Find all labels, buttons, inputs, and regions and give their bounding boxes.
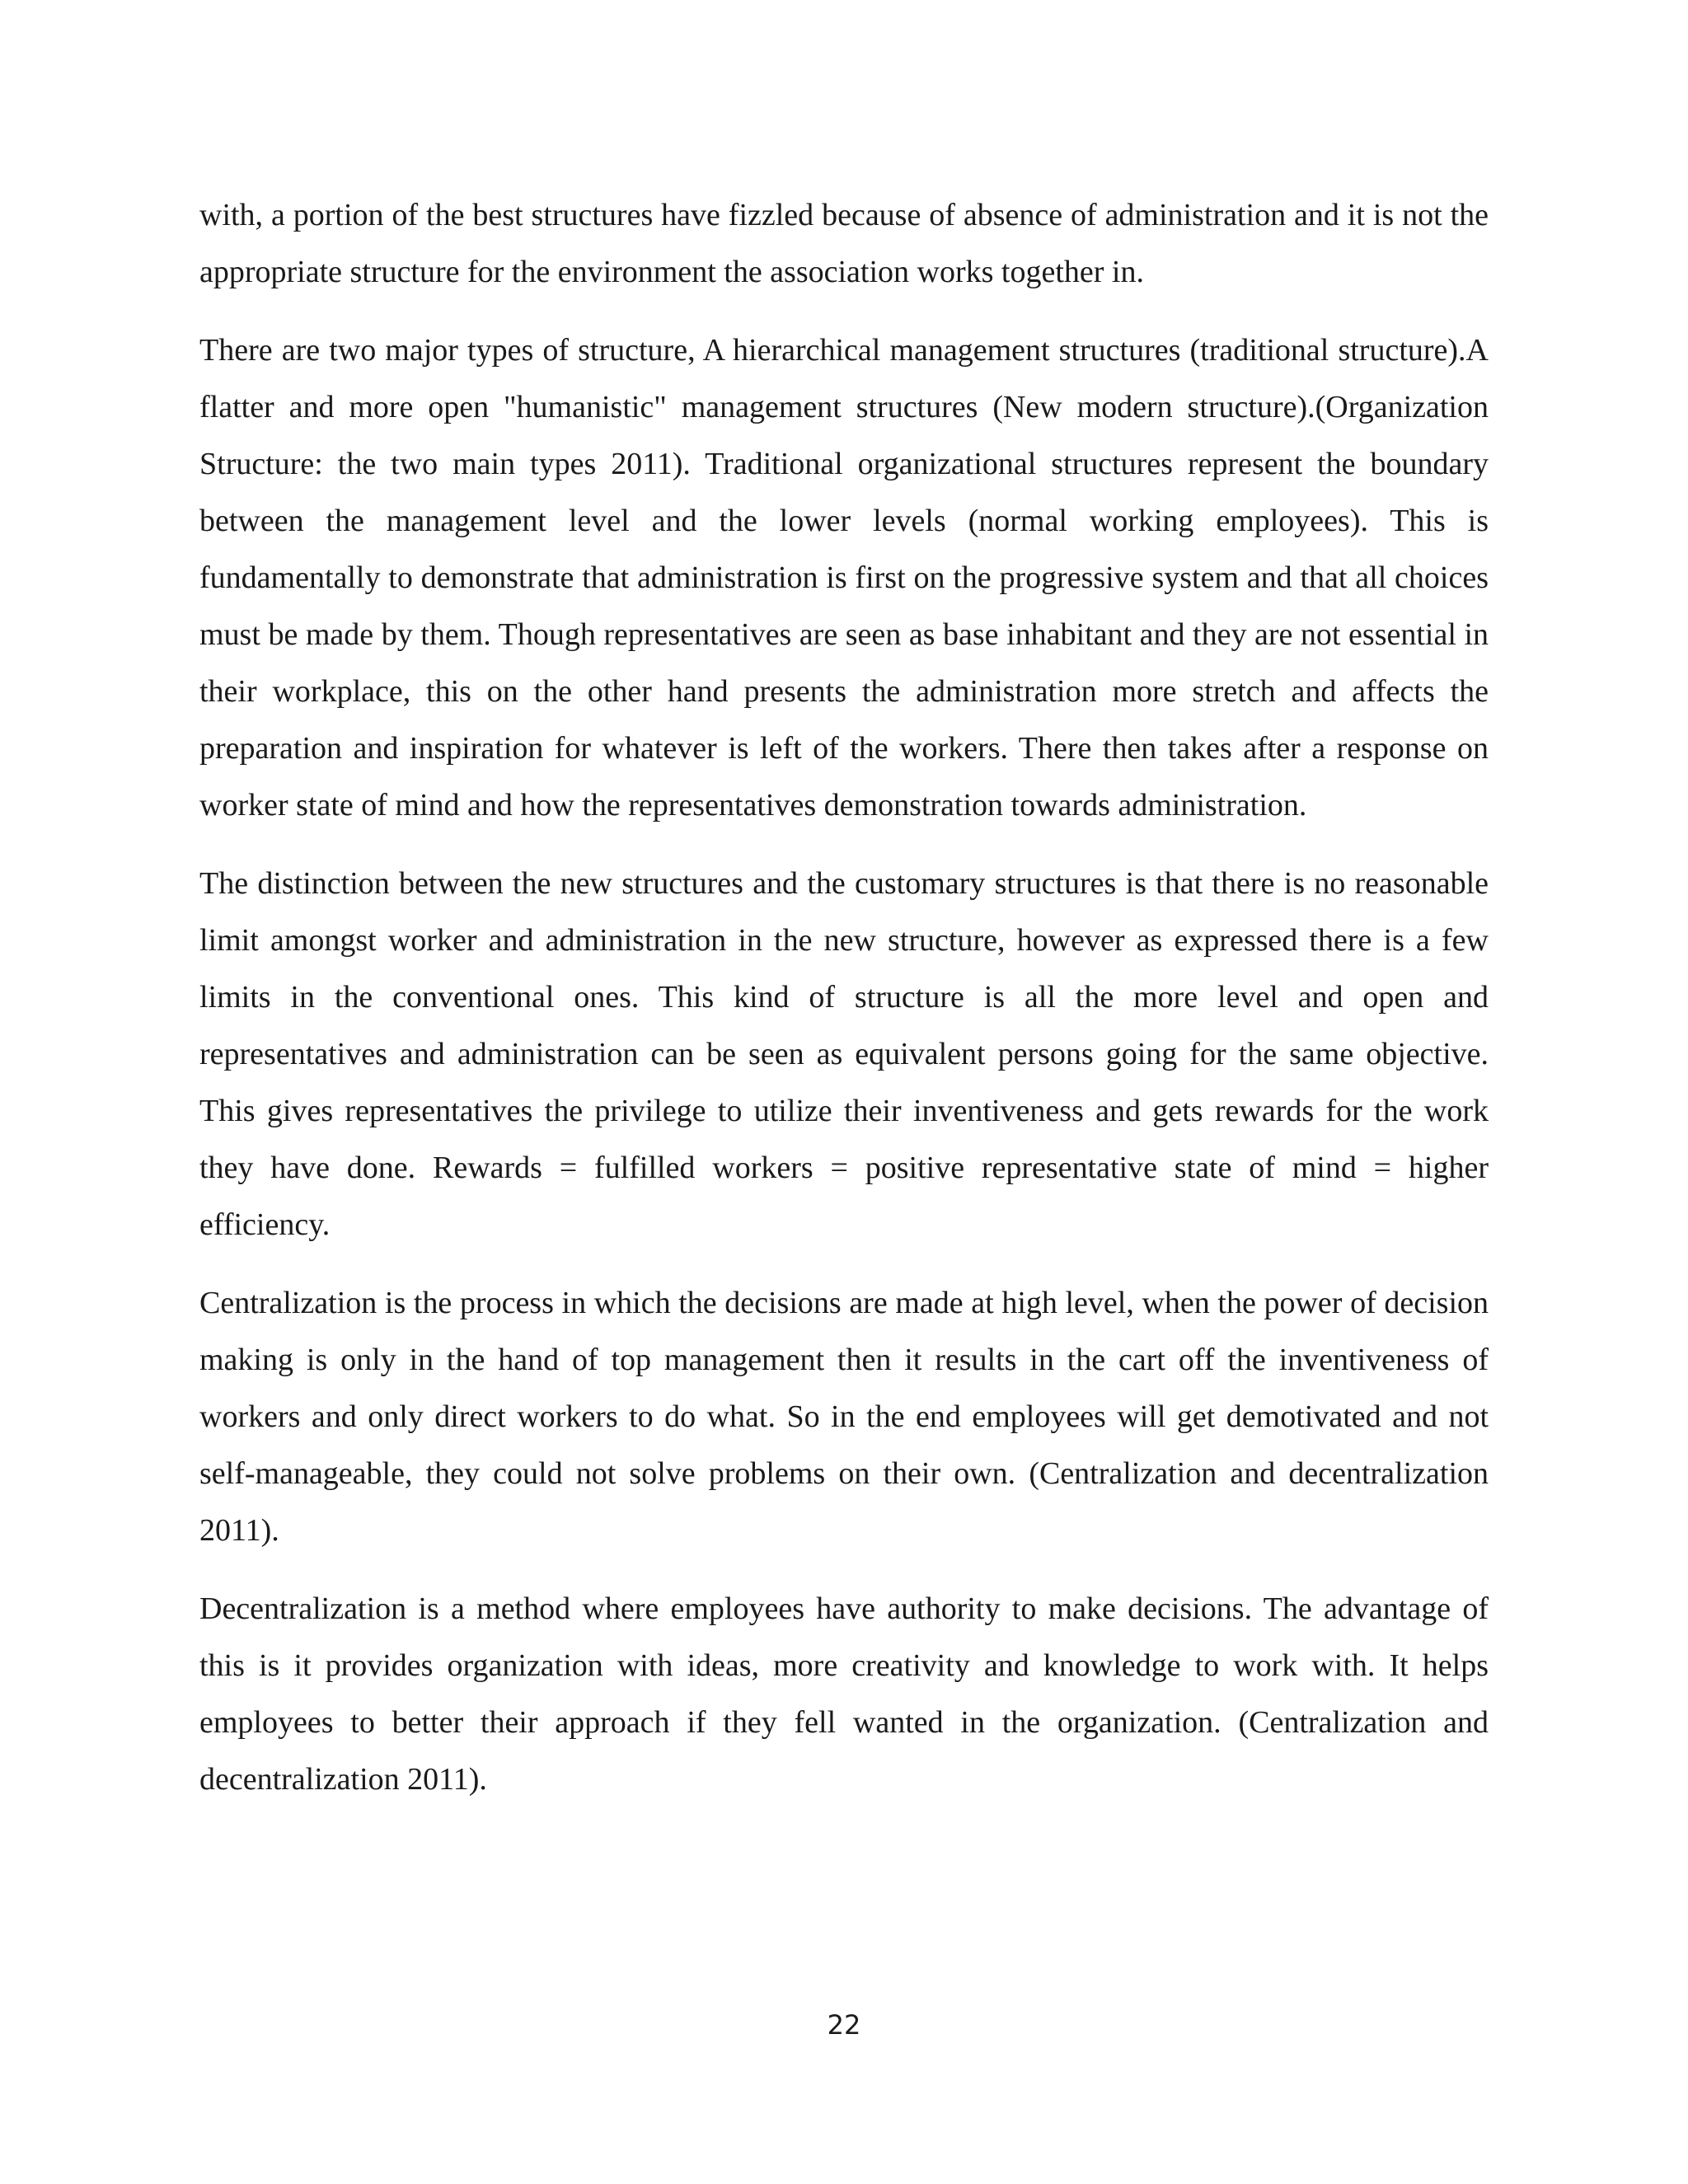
paragraph-5: Decentralization is a method where employees have authority to make decisions. The advantage of this is it provides organization with ideas, more creativity and knowledge to work with. It helps employees to better their approach if they fell wanted in the organization. (Centralization and decentralization 2011). [199, 1591, 1489, 1797]
paragraph-4: Centralization is the process in which the decisions are made at high level, when the power of decision making is only in the hand of top management then it results in the cart off the inventiveness of workers and only direct workers to do what. So in the end employees will get demotivated and not self-manageable, they could not solve problems on their own. (Centralization and decentralization 2011). [199, 1286, 1489, 1548]
paragraph-2: There are two major types of structure, A hierarchical management structures (traditional structure).A flatter and more open "humanistic" management structures (New modern structure).(Organization Structure: the two main types 2011). Traditional organizational structures represent the boundary between the management level and the lower levels (normal working employees). This is fundamentally to demonstrate that administration is first on the progressive system and that all choices must be made by them. Though representatives are seen as base inhabitant and they are not essential in their workplace, this on the other hand presents the administration more stretch and affects the preparation and inspiration for whatever is left of the workers. There then takes after a response on worker state of mind and how the representatives demonstration towards administration. [199, 333, 1489, 823]
paragraph-3: The distinction between the new structures and the customary structures is that there is no reasonable limit amongst worker and administration in the new structure, however as expressed there is a few limits in the conventional ones. This kind of structure is all the more level and open and representatives and administration can be seen as equivalent persons going for the same objective. This gives representatives the privilege to utilize their inventiveness and gets rewards for the work they have done. Rewards = fulfilled workers = positive representative state of mind = higher efficiency. [199, 866, 1489, 1242]
page-number: 22 [827, 2009, 861, 2041]
paragraph-1: with, a portion of the best structures have fizzled because of absence of administration and it is not the appropriate structure for the environment the association works together in. [199, 198, 1489, 289]
body-text [199, 187, 1489, 1830]
